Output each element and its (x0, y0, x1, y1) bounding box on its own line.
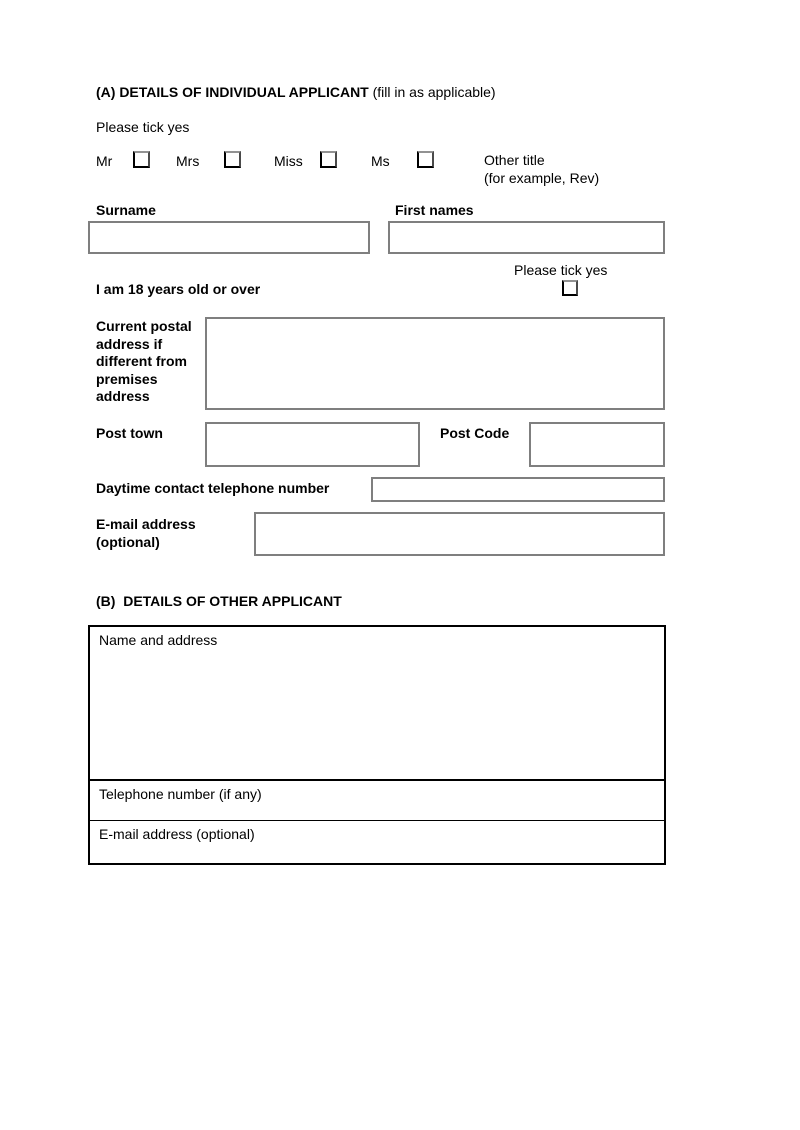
section-a-heading (96, 84, 496, 101)
daytime-phone-label: Daytime contact telephone number (96, 480, 330, 496)
title-option-mrs-label: Mrs (176, 153, 200, 169)
first-names-label: First names (395, 202, 474, 218)
title-checkbox-mrs[interactable] (224, 151, 241, 168)
other-title-example: (for example, Rev) (484, 170, 600, 186)
tick-instruction: Please tick yes (96, 119, 190, 135)
other-title-label: Other title (484, 152, 545, 168)
title-option-miss-label: Miss (274, 153, 303, 169)
title-option-ms-label: Ms (371, 153, 390, 169)
section-b-heading: (B) DETAILS OF OTHER APPLICANT (96, 593, 342, 609)
other-applicant-email-cell[interactable] (90, 821, 664, 863)
other-applicant-name-address-cell[interactable] (90, 627, 664, 781)
postal-address-label: Current postal address if different from premises address (96, 318, 192, 404)
other-applicant-telephone-cell[interactable] (90, 781, 664, 821)
title-option-mr-label: Mr (96, 153, 113, 169)
surname-label: Surname (96, 202, 156, 218)
title-checkbox-miss[interactable] (320, 151, 337, 168)
surname-input[interactable] (88, 221, 370, 254)
first-names-input[interactable] (388, 221, 665, 254)
other-applicant-telephone-label: Telephone number (if any) (99, 786, 262, 802)
section-a-heading-title: (A) DETAILS OF INDIVIDUAL APPLICANT (96, 84, 369, 100)
email-input[interactable] (254, 512, 665, 556)
other-applicant-table (88, 625, 666, 865)
title-checkbox-mr[interactable] (133, 151, 150, 168)
title-checkbox-ms[interactable] (417, 151, 434, 168)
age-tick-instruction: Please tick yes (514, 262, 608, 278)
post-code-input[interactable] (529, 422, 665, 467)
section-a-heading-note: (fill in as applicable) (368, 84, 496, 100)
postal-address-input[interactable] (205, 317, 665, 410)
daytime-phone-input[interactable] (371, 477, 665, 502)
age-confirmation-label: I am 18 years old or over (96, 281, 261, 297)
other-applicant-name-address-label: Name and address (99, 632, 218, 648)
post-code-label: Post Code (440, 425, 510, 441)
age-confirmation-checkbox[interactable] (562, 280, 578, 296)
other-applicant-email-label: E-mail address (optional) (99, 826, 255, 842)
email-label: E-mail address (optional) (96, 516, 196, 550)
post-town-input[interactable] (205, 422, 420, 467)
post-town-label: Post town (96, 425, 163, 441)
